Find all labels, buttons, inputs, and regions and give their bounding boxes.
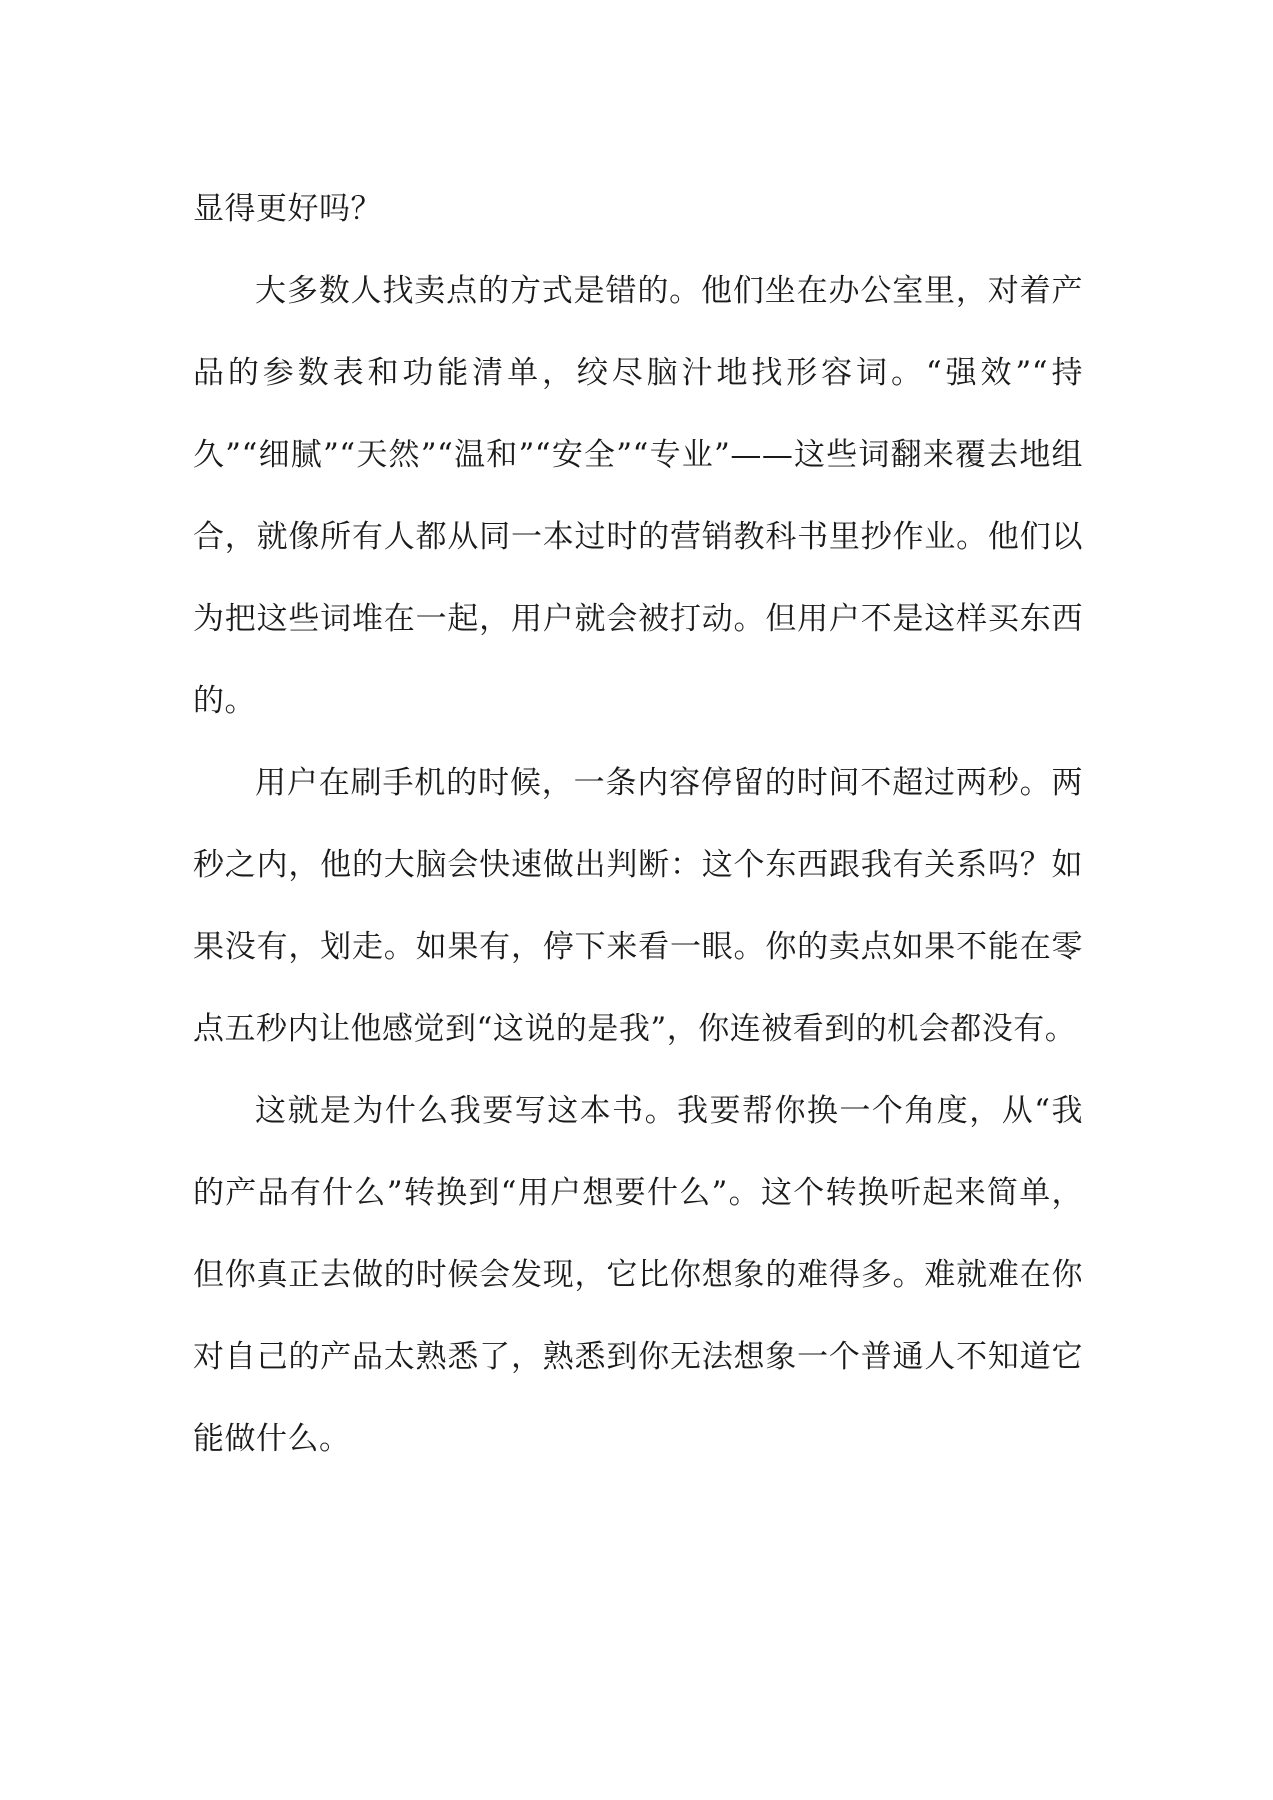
paragraph-two-seconds: 用户在刷手机的时候，一条内容停留的时间不超过两秒。两秒之内，他的大脑会快速做出判断：这个东西跟我有关系吗？如果没有，划走。如果有，停下来看一眼。你的卖点如果不能在零点五秒内让他感觉到“这说的是我”，你连被看到的机会都没有。 [193,765,1083,1047]
paragraph-selling-points: 大多数人找卖点的方式是错的。他们坐在办公室里，对着产品的参数表和功能清单，绞尽脑汁地找形容词。“强效”“持久”“细腻”“天然”“温和”“安全”“专业”——这些词翻来覆去地组合，就像所有人都从同一本过时的营销教科书里抄作业。他们以为把这些词堆在一起，用户就会被打动。但用户不是这样买东西的。 [193,273,1083,719]
body-text [193,168,1083,1480]
paragraph-continuation: 显得更好吗？ [193,191,382,227]
paragraph-why-this-book: 这就是为什么我要写这本书。我要帮你换一个角度，从“我的产品有什么”转换到“用户想要什么”。这个转换听起来简单，但你真正去做的时候会发现，它比你想象的难得多。难就难在你对自己的产品太熟悉了，熟悉到你无法想象一个普通人不知道它能做什么。 [193,1093,1083,1457]
